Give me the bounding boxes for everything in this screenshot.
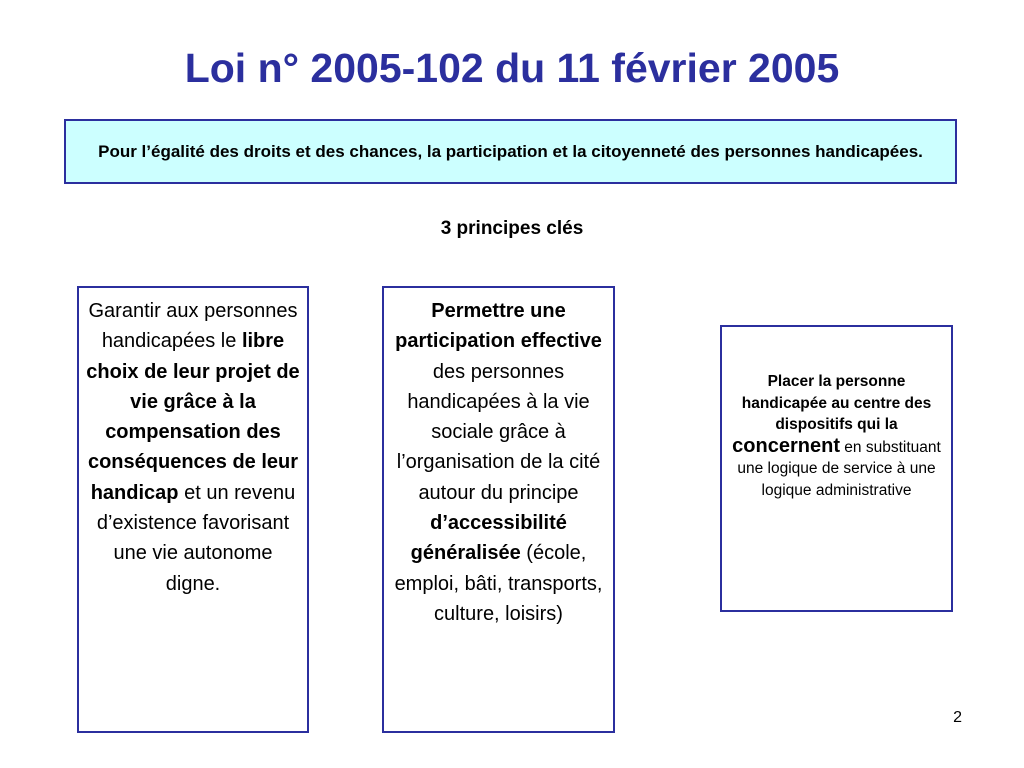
card-1-outro: et un revenu d’existence favorisant une vie autonome digne. [96,481,296,595]
card-3-outro: en substituant une logique de service à une logique administrative [737,438,941,499]
principle-card-3 [720,325,953,612]
card-2-middle: des personnes handicapées à la vie sociale grâce à l’organisation de la cité autour du principe [396,360,601,504]
card-2-emphasis-1: Permettre une participation effective [395,300,602,353]
card-2-emphasis-2: d’accessibilité généralisée [410,512,567,565]
card-3-emphasis-1: Placer la personne handicapée au centre des dispositifs qui la [741,373,932,433]
card-3-emphasis-big: concernent [732,434,840,457]
principle-card-1 [77,286,309,733]
card-1-emphasis: libre choix de leur projet de vie grâce à la compensation des conséquences de leur handicap [86,330,300,504]
page-number: 2 [953,709,962,726]
page-title: Loi n° 2005-102 du 11 février 2005 [184,45,840,91]
principles-heading: 3 principes clés [440,218,584,239]
principle-card-2 [382,286,615,733]
card-2-outro: (école, emploi, bâti, transports, culture, loisirs) [394,542,603,625]
subtitle-text: Pour l’égalité des droits et des chances, la participation et la citoyenneté des personnes handicapées. [98,141,923,161]
subtitle-box [64,119,957,184]
card-1-intro: Garantir aux personnes handicapées le [88,300,298,353]
